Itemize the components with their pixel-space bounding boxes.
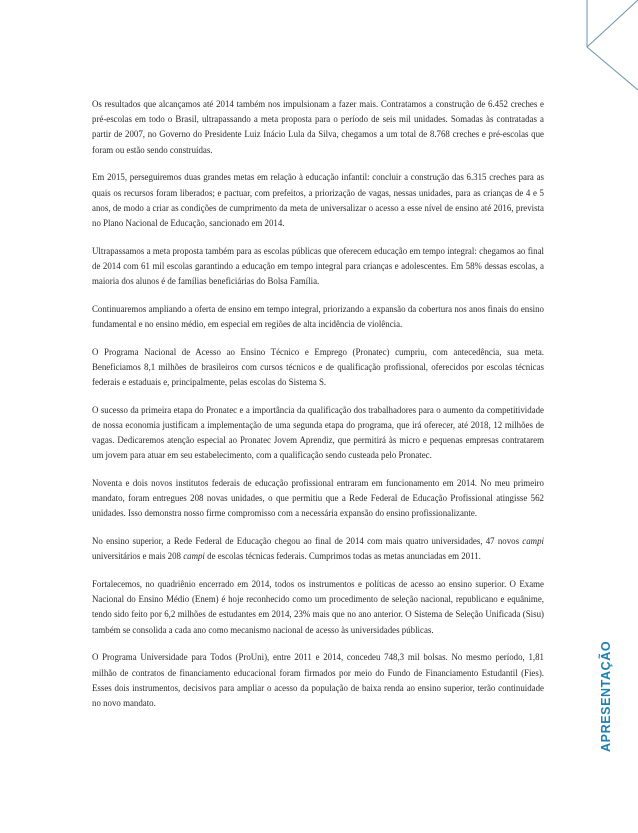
paragraph-7: Noventa e dois novos institutos federais de educação profissional entraram em funcionamento em 2014. No meu primeiro mandato, foram entregues 208 novas unidades, o que permitiu que a Rede Federal de Educação Profissional atingisse 562 unidades. Isso demonstra nosso firme compromisso com a necessária expansão do ensino profissionalizante.: [92, 478, 544, 519]
paragraph-9: Fortalecemos, no quadriênio encerrado em 2014, todos os instrumentos e políticas de acesso ao ensino superior. O Exame Nacional do Ensino Médio (Enem) é hoje reconhecido como um procedimento de seleção nacional, republicano e equânime, tendo sido feito por 6,2 milhões de estudantes em 2014, 23% mais que no ano anterior. O Sistema de Seleção Unificada (Sisu) também se consolida a cada ano como mecanismo nacional de acesso às universidades públicas.: [92, 579, 544, 635]
section-side-label: [595, 592, 615, 752]
paragraph-1: Os resultados que alcançamos até 2014 também nos impulsionam a fazer mais. Contratamos a construção de 6.452 creches e pré-escolas em todo o Brasil, ultrapassando a meta proposta para o período de seis mil unidades. Somadas às contratadas a partir de 2007, no Governo do Presidente Luiz Inácio Lula da Silva, chegamos a um total de 8.768 creches e pré-escolas que foram ou estão sendo construídas.: [92, 99, 544, 155]
paragraph-10: O Programa Universidade para Todos (ProUni), entre 2011 e 2014, concedeu 748,3 mil bolsas. No mesmo período, 1,81 milhão de contratos de financiamento educacional foram firmados por meio do Fundo de Financiamento Estudantil (Fies). Esses dois instrumentos, decisivos para ampliar o acesso da população de baixa renda ao ensino superior, terão continuidade no novo mandato.: [92, 652, 544, 708]
paragraph-6: O sucesso da primeira etapa do Pronatec e a importância da qualificação dos trabalhadores para o aumento da competitividade de nossa economia justificam a implementação de uma segunda etapa do programa, que irá oferecer, até 2018, 12 milhões de vagas. Dedicaremos atenção especial ao Pronatec Jovem Aprendiz, que permitirá às micro e pequenas empresas contratarem um jovem para atuar em seu estabelecimento, com a qualificação sendo custeada pelo Pronatec.: [92, 404, 544, 461]
document-body: [92, 97, 544, 724]
section-label-text: APRESENTAÇÃO: [599, 640, 613, 752]
paragraph-3: Ultrapassamos a meta proposta também para as escolas públicas que oferecem educação em tempo integral: chegamos ao final de 2014 com 61 mil escolas garantindo a educação em tempo integral para crianças e adolescentes. Em 58% dessas escolas, a maioria dos alunos é de famílias beneficiárias do Bolsa Família.: [92, 245, 544, 287]
paragraph-2: Em 2015, perseguiremos duas grandes metas em relação à educação infantil: concluir a construção das 6.315 creches para as quais os recursos foram liberados; e pactuar, com prefeitos, a priorização de vagas, nessas unidades, para as crianças de 4 e 5 anos, de modo a criar as condições de cumprimento da meta de universalizar o acesso a esse nível de ensino até 2016, prevista no Plano Nacional de Educação, sancionado em 2014.: [92, 172, 544, 228]
paragraph-8: No ensino superior, a Rede Federal de Educação chegou ao final de 2014 com mais quatro universidades, 47 novos campi universitários e mais 208 campi de escolas técnicas federais. Cumprimos todas as metas anunciadas em 2011.: [92, 536, 544, 562]
paragraph-4: Continuaremos ampliando a oferta de ensino em tempo integral, priorizando a expansão da cobertura nos anos finais do ensino fundamental e no ensino médio, em especial em regiões de alta incidência de violência.: [92, 303, 544, 329]
paragraph-5: O Programa Nacional de Acesso ao Ensino Técnico e Emprego (Pronatec) cumpriu, com antecedência, sua meta. Beneficiamos 8,1 milhões de brasileiros com cursos técnicos e de qualificação profissional, oferecidos por escolas técnicas federais e estaduais e, principalmente, pelas escolas do Sistema S.: [92, 346, 544, 388]
